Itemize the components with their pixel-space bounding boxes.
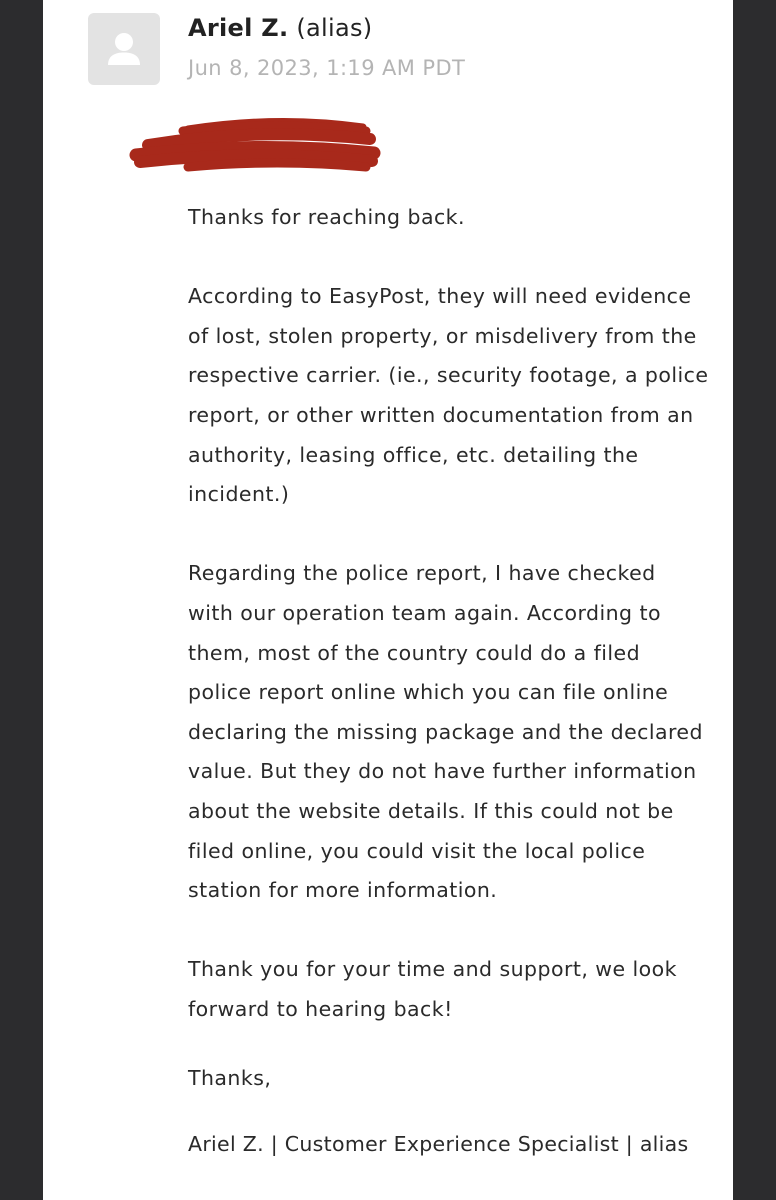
message-body [188, 198, 733, 1069]
message-closing: Thanks, [188, 1066, 272, 1090]
body-paragraph-police-report: Regarding the police report, I have checked with our operation team again. According to them, most of the country could do a filed police report online which you can file online declaring the missing package and the declared value. But they do not have further information about the website details. If this could not be filed online, you could visit the local police station for more information. [188, 561, 703, 903]
author-header [188, 14, 372, 42]
body-paragraph-evidence: According to EasyPost, they will need evidence of lost, stolen property, or misdelivery from the respective carrier. (ie., security footage, a police report, or other written documentation from an authority, leasing office, etc. detailing the incident.) [188, 284, 709, 507]
avatar[interactable] [88, 13, 160, 85]
body-paragraph-thanks: Thank you for your time and support, we look forward to hearing back! [188, 957, 677, 1021]
redaction-scribble [128, 117, 383, 180]
message-timestamp: Jun 8, 2023, 1:19 AM PDT [188, 56, 466, 80]
user-silhouette-icon [88, 13, 160, 85]
message-signature: Ariel Z. | Customer Experience Specialist | alias [188, 1132, 689, 1156]
message-card [43, 0, 733, 1200]
author-alias: (alias) [296, 14, 373, 42]
author-name[interactable]: Ariel Z. [188, 14, 289, 42]
body-paragraph-greeting: Thanks for reaching back. [188, 205, 465, 229]
